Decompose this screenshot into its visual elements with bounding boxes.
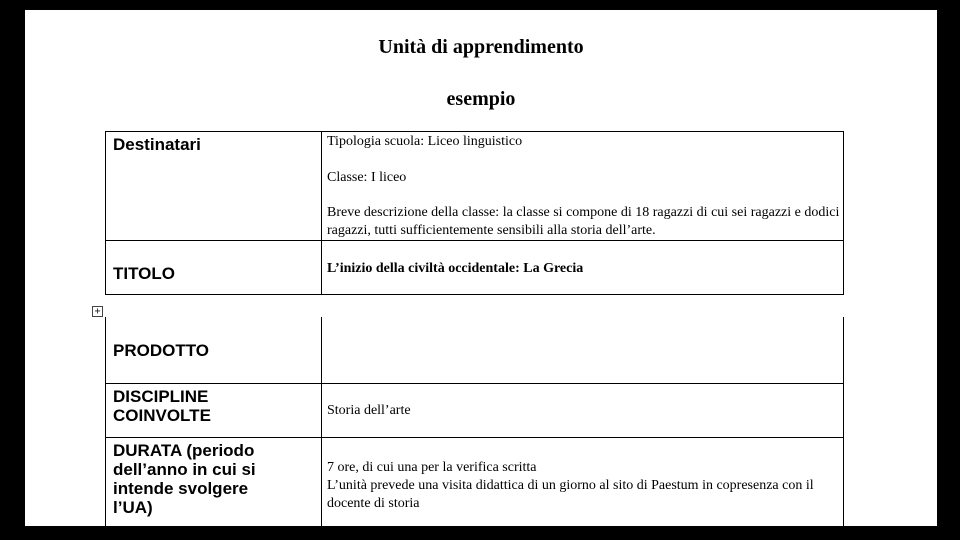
table-row-durata <box>106 437 844 526</box>
classe-text: Classe: I liceo <box>327 170 407 185</box>
discipline-value: Storia dell’arte <box>322 383 844 437</box>
table-row-prodotto <box>106 317 844 383</box>
prodotto-value <box>322 317 844 383</box>
document-page <box>25 10 937 526</box>
descrizione-text: Breve descrizione della classe: la classe si compone di 18 ragazzi di cui sei ragazzi e dodici ragazzi, tutti sufficientemente sensibili alla storia dell’arte. <box>327 205 840 238</box>
plus-square-icon[interactable]: + <box>92 306 103 317</box>
tipologia-text: Tipologia scuola: Liceo linguistico <box>327 134 523 149</box>
document-title: Unità di apprendimento <box>378 36 584 58</box>
destinatari-value <box>322 132 844 241</box>
titolo-label: TITOLO <box>106 241 322 295</box>
table-row-destinatari <box>106 132 844 241</box>
destinatari-label: Destinatari <box>106 132 322 241</box>
durata-line2: L’unità prevede una visita didattica di un giorno al sito di Paestum in copresenza con il docente di storia <box>327 477 814 511</box>
discipline-label: DISCIPLINE COINVOLTE <box>106 383 322 437</box>
table-bottom <box>105 317 844 526</box>
table-row-titolo <box>106 241 844 295</box>
durata-line1: 7 ore, di cui una per la verifica scritta <box>327 459 537 475</box>
document-subtitle: esempio <box>446 88 516 110</box>
table-row-discipline <box>106 383 844 437</box>
durata-label: DURATA (periodo dell’anno in cui si intende svolgere l’UA) <box>106 437 322 526</box>
durata-value <box>322 437 844 526</box>
prodotto-label: PRODOTTO <box>106 317 322 383</box>
titolo-value: L’inizio della civiltà occidentale: La Grecia <box>322 241 844 295</box>
table-top <box>105 131 844 295</box>
